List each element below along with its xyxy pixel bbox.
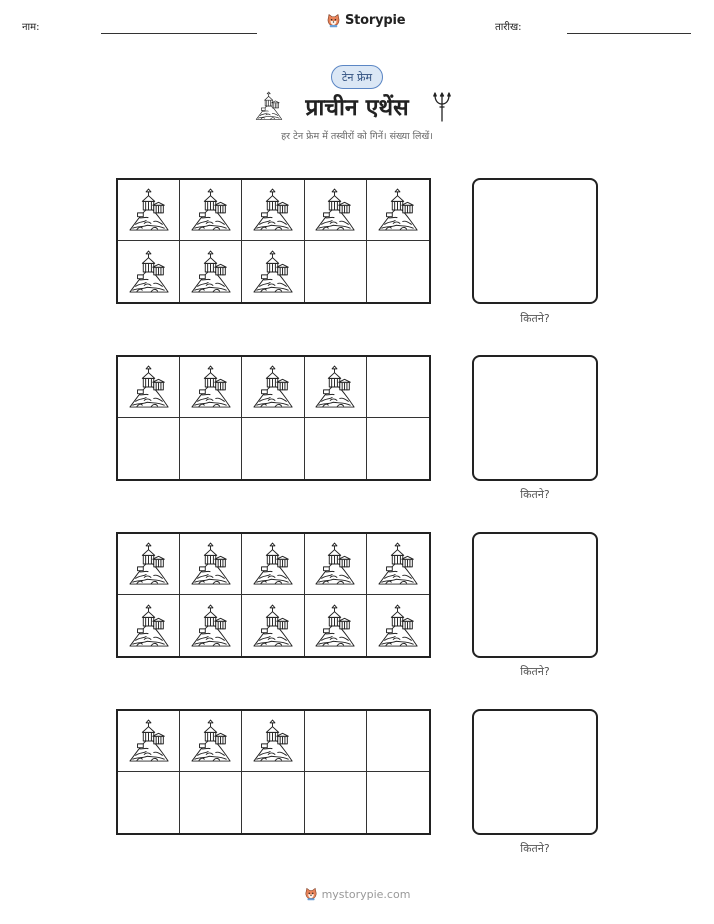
frame-cell [367,241,429,302]
brand-logo [326,12,405,29]
frame-cell [242,772,304,833]
answer-box-4[interactable] [472,709,598,835]
frame-cell [242,180,304,241]
acropolis-icon [377,540,419,588]
acropolis-icon [190,602,232,650]
trident-icon [432,92,452,122]
answer-label-4: कितने? [520,842,550,855]
frame-cell [118,534,180,595]
frame-cell [305,595,367,656]
frame-cell [367,357,429,418]
frame-cell [180,241,242,302]
frame-cell [242,595,304,656]
acropolis-icon [128,602,170,650]
brand-name: Storypie [345,13,406,28]
frame-cell [367,180,429,241]
acropolis-icon [190,248,232,296]
acropolis-icon [377,602,419,650]
acropolis-icon [314,602,356,650]
acropolis-icon [252,248,294,296]
acropolis-icon [252,186,294,234]
answer-label-3: कितने? [520,665,550,678]
acropolis-icon [128,248,170,296]
frame-cell [242,357,304,418]
frame-cell [367,772,429,833]
name-line[interactable] [101,33,257,34]
title-row [0,88,714,124]
frame-cell [367,711,429,772]
page-title: प्राचीन एथेंस [305,95,409,121]
acropolis-icon [252,540,294,588]
frame-cell [118,180,180,241]
date-label: तारीख: [495,22,522,33]
acropolis-icon [190,540,232,588]
fox-mascot-icon [304,886,318,902]
frame-cell [242,241,304,302]
answer-box-1[interactable] [472,178,598,304]
ten-frame-2 [116,355,431,481]
frame-cell [305,241,367,302]
frame-cell [367,418,429,479]
frame-cell [367,534,429,595]
acropolis-icon [314,363,356,411]
acropolis-icon [128,186,170,234]
frame-cell [118,241,180,302]
acropolis-icon [190,717,232,765]
acropolis-icon [128,363,170,411]
answer-box-2[interactable] [472,355,598,481]
date-line[interactable] [567,33,691,34]
frame-cell [305,357,367,418]
acropolis-icon [252,363,294,411]
ten-frame-4 [116,709,431,835]
instructions: हर टेन फ्रेम में तस्वीरों को गिनें। संख्या लिखें। [281,131,433,142]
frame-cell [118,595,180,656]
footer [0,886,714,902]
answer-label-1: कितने? [520,312,550,325]
frame-cell [305,534,367,595]
answer-box-3[interactable] [472,532,598,658]
frame-cell [242,711,304,772]
topic-badge: टेन फ्रेम [331,65,383,89]
frame-cell [305,418,367,479]
fox-mascot-icon [326,12,341,29]
frame-cell [305,180,367,241]
frame-cell [305,772,367,833]
frame-cell [180,772,242,833]
acropolis-icon [128,540,170,588]
frame-cell [180,357,242,418]
frame-cell [242,534,304,595]
frame-cell [180,595,242,656]
ten-frame-1 [116,178,431,304]
acropolis-icon [128,717,170,765]
frame-cell [367,595,429,656]
frame-cell [305,711,367,772]
name-label: नाम: [22,22,40,33]
frame-cell [118,772,180,833]
frame-cell [180,711,242,772]
acropolis-icon [190,186,232,234]
acropolis-icon [252,717,294,765]
frame-cell [180,534,242,595]
acropolis-icon [314,540,356,588]
acropolis-icon [377,186,419,234]
acropolis-icon [314,186,356,234]
frame-cell [242,418,304,479]
frame-cell [180,180,242,241]
answer-label-2: कितने? [520,488,550,501]
frame-cell [180,418,242,479]
frame-cell [118,357,180,418]
acropolis-icon [252,602,294,650]
acropolis-icon [190,363,232,411]
ten-frame-3 [116,532,431,658]
footer-url: mystorypie.com [321,887,411,901]
frame-cell [118,418,180,479]
frame-cell [118,711,180,772]
